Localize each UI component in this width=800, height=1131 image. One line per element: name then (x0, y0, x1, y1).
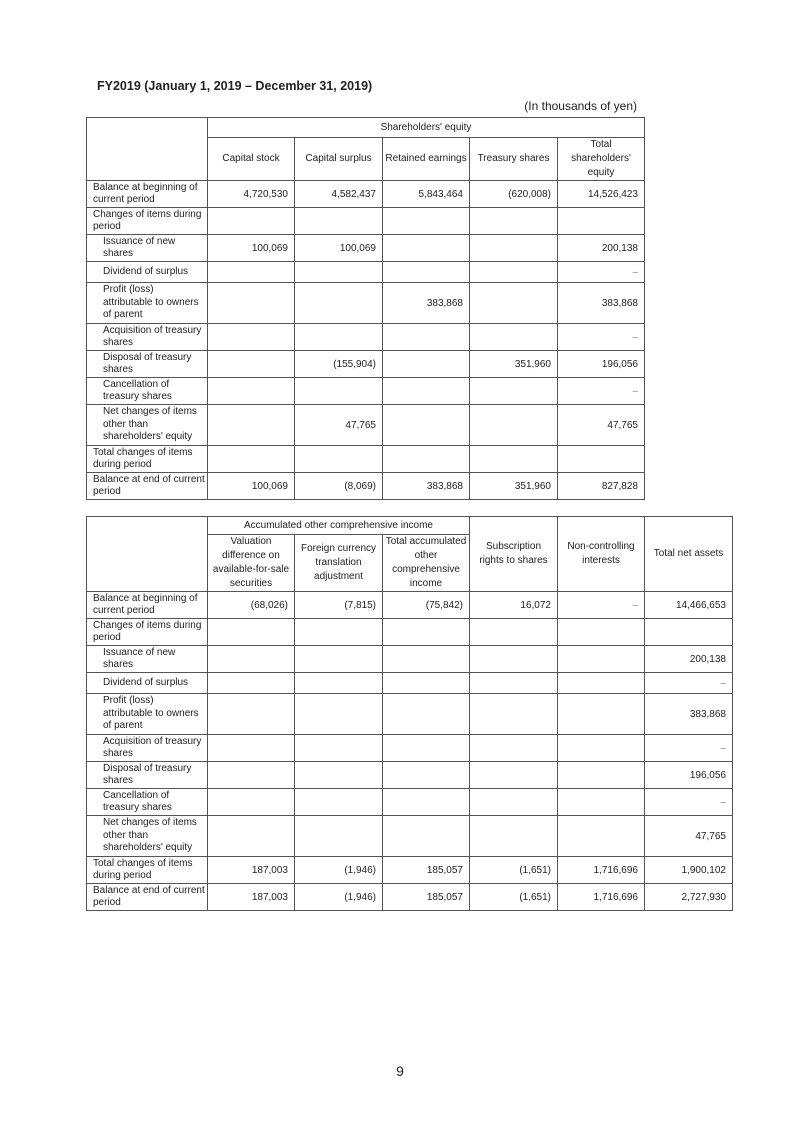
row-label: Dividend of surplus (87, 262, 208, 283)
table-cell (470, 378, 558, 405)
table-cell (383, 235, 470, 262)
table-cell: 196,056 (558, 351, 645, 378)
column-header: Total accumulated other comprehensive income (383, 535, 470, 592)
table-cell (470, 283, 558, 324)
row-label: Net changes of items other than shareholders' equity (87, 816, 208, 857)
table-row (87, 324, 645, 351)
table-cell (558, 208, 645, 235)
table-cell (383, 208, 470, 235)
table-cell (470, 405, 558, 446)
table-row (87, 351, 645, 378)
table-cell: 383,868 (383, 473, 470, 500)
row-label: Acquisition of treasury shares (87, 735, 208, 762)
table-cell: 2,727,930 (645, 884, 733, 911)
header-corner-cell (87, 517, 208, 592)
table-cell (558, 646, 645, 673)
table-cell: – (558, 592, 645, 619)
table-cell (295, 262, 383, 283)
row-label: Cancellation of treasury shares (87, 789, 208, 816)
table-cell: (155,904) (295, 351, 383, 378)
table-cell (383, 646, 470, 673)
table-cell (295, 283, 383, 324)
table-cell (470, 646, 558, 673)
table-cell (383, 324, 470, 351)
table-cell: 5,843,464 (383, 181, 470, 208)
table-cell (295, 378, 383, 405)
group-header: Shareholders' equity (208, 118, 645, 138)
table-cell (208, 324, 295, 351)
table-cell (383, 673, 470, 694)
header-corner-cell (87, 118, 208, 181)
table-cell (208, 619, 295, 646)
table-row (87, 789, 733, 816)
row-label: Profit (loss) attributable to owners of parent (87, 283, 208, 324)
table-cell: 100,069 (208, 473, 295, 500)
table-cell (558, 446, 645, 473)
table-cell (383, 762, 470, 789)
table-cell (470, 262, 558, 283)
column-header: Valuation difference on available-for-sale securities (208, 535, 295, 592)
table-cell (470, 235, 558, 262)
statement-title: FY2019 (January 1, 2019 – December 31, 2019) (97, 79, 373, 93)
table-cell: (7,815) (295, 592, 383, 619)
table-row (87, 208, 645, 235)
table-cell: 1,900,102 (645, 857, 733, 884)
table-row (87, 884, 733, 911)
row-label: Net changes of items other than shareholders' equity (87, 405, 208, 446)
table-cell (383, 735, 470, 762)
table-cell: 200,138 (645, 646, 733, 673)
table-cell (383, 789, 470, 816)
table-cell: (1,946) (295, 857, 383, 884)
table-row (87, 694, 733, 735)
column-header: Retained earnings (383, 138, 470, 181)
unit-note: (In thousands of yen) (524, 99, 637, 113)
table-row (87, 473, 645, 500)
table-cell: (8,069) (295, 473, 383, 500)
table-cell: 47,765 (558, 405, 645, 446)
table-cell (470, 735, 558, 762)
table-cell (295, 646, 383, 673)
table-row (87, 619, 733, 646)
table-cell (295, 673, 383, 694)
table-row (87, 283, 645, 324)
table-cell (208, 735, 295, 762)
table-cell: 14,466,653 (645, 592, 733, 619)
table-cell (208, 816, 295, 857)
table-cell: 827,828 (558, 473, 645, 500)
shareholders-equity-table (86, 117, 645, 500)
table-cell: 14,526,423 (558, 181, 645, 208)
table-cell (208, 646, 295, 673)
table-cell: 185,057 (383, 884, 470, 911)
row-label: Balance at beginning of current period (87, 592, 208, 619)
table-row (87, 446, 645, 473)
table-cell: – (645, 789, 733, 816)
group-header: Accumulated other comprehensive income (208, 517, 470, 535)
table-cell (470, 208, 558, 235)
row-label: Cancellation of treasury shares (87, 378, 208, 405)
table-cell (208, 446, 295, 473)
table-row (87, 235, 645, 262)
column-header: Capital stock (208, 138, 295, 181)
table-cell: 351,960 (470, 351, 558, 378)
table-cell: 351,960 (470, 473, 558, 500)
table-cell: 100,069 (295, 235, 383, 262)
column-header: Non-controlling interests (558, 517, 645, 592)
table-cell: (620,008) (470, 181, 558, 208)
table-cell: 4,720,530 (208, 181, 295, 208)
table-cell (558, 735, 645, 762)
table-row (87, 378, 645, 405)
table-cell (645, 619, 733, 646)
table-cell (208, 283, 295, 324)
row-label: Balance at end of current period (87, 884, 208, 911)
table-cell (558, 673, 645, 694)
table-cell (208, 762, 295, 789)
table-row (87, 816, 733, 857)
table-row (87, 262, 645, 283)
other-comprehensive-income-table (86, 516, 733, 911)
table-row (87, 646, 733, 673)
table-cell: (75,842) (383, 592, 470, 619)
table-cell (295, 694, 383, 735)
table-cell: 200,138 (558, 235, 645, 262)
group-header-row (87, 118, 645, 138)
table-cell (295, 208, 383, 235)
table-cell: – (558, 324, 645, 351)
table-cell: 100,069 (208, 235, 295, 262)
table-cell: 187,003 (208, 884, 295, 911)
table-cell: 47,765 (295, 405, 383, 446)
table-cell: 196,056 (645, 762, 733, 789)
table-cell: 16,072 (470, 592, 558, 619)
row-label: Changes of items during period (87, 208, 208, 235)
table-row (87, 673, 733, 694)
table-cell (208, 262, 295, 283)
table-cell (470, 446, 558, 473)
row-label: Dividend of surplus (87, 673, 208, 694)
table-cell: 1,716,696 (558, 884, 645, 911)
table-cell (208, 673, 295, 694)
table-cell (470, 762, 558, 789)
table-cell (558, 694, 645, 735)
column-header: Subscription rights to shares (470, 517, 558, 592)
row-label: Balance at end of current period (87, 473, 208, 500)
table-cell: 4,582,437 (295, 181, 383, 208)
table-cell (208, 694, 295, 735)
table-cell: (1,651) (470, 884, 558, 911)
table-cell (558, 619, 645, 646)
row-label: Disposal of treasury shares (87, 351, 208, 378)
table-row (87, 181, 645, 208)
table-cell (208, 378, 295, 405)
table-row (87, 762, 733, 789)
table-row (87, 592, 733, 619)
row-label: Total changes of items during period (87, 446, 208, 473)
table-cell (295, 324, 383, 351)
table-cell: 187,003 (208, 857, 295, 884)
group-header-row (87, 517, 733, 535)
column-header: Treasury shares (470, 138, 558, 181)
table-cell (558, 789, 645, 816)
table-cell (208, 789, 295, 816)
table-cell (208, 208, 295, 235)
page-number: 9 (396, 1063, 404, 1079)
table-cell: 185,057 (383, 857, 470, 884)
table-cell (295, 789, 383, 816)
row-label: Balance at beginning of current period (87, 181, 208, 208)
table-cell (295, 619, 383, 646)
table-cell (383, 405, 470, 446)
table-cell (383, 262, 470, 283)
column-header: Total net assets (645, 517, 733, 592)
table-cell (470, 619, 558, 646)
table-cell: (1,651) (470, 857, 558, 884)
table-cell (295, 735, 383, 762)
table-cell (470, 816, 558, 857)
table-cell (470, 789, 558, 816)
row-label: Disposal of treasury shares (87, 762, 208, 789)
table-cell: 383,868 (383, 283, 470, 324)
table-cell (383, 619, 470, 646)
table-cell (383, 351, 470, 378)
table-cell (383, 446, 470, 473)
row-label: Total changes of items during period (87, 857, 208, 884)
column-header: Capital surplus (295, 138, 383, 181)
table-cell (383, 816, 470, 857)
table-row (87, 857, 733, 884)
table-cell (295, 762, 383, 789)
table-cell: 383,868 (558, 283, 645, 324)
table-cell: (68,026) (208, 592, 295, 619)
table-cell (558, 816, 645, 857)
table-cell (470, 324, 558, 351)
table-cell (295, 816, 383, 857)
row-label: Profit (loss) attributable to owners of parent (87, 694, 208, 735)
column-header: Total shareholders' equity (558, 138, 645, 181)
row-label: Issuance of new shares (87, 235, 208, 262)
row-label: Changes of items during period (87, 619, 208, 646)
row-label: Acquisition of treasury shares (87, 324, 208, 351)
table-cell: (1,946) (295, 884, 383, 911)
table-cell (383, 694, 470, 735)
table-cell: – (558, 262, 645, 283)
row-label: Issuance of new shares (87, 646, 208, 673)
table-cell: 383,868 (645, 694, 733, 735)
table-cell: – (645, 673, 733, 694)
table-cell: – (558, 378, 645, 405)
column-header: Foreign currency translation adjustment (295, 535, 383, 592)
table-cell: – (645, 735, 733, 762)
table-cell (295, 446, 383, 473)
table-row (87, 405, 645, 446)
table-cell: 1,716,696 (558, 857, 645, 884)
table-cell (208, 351, 295, 378)
table-cell (470, 673, 558, 694)
table-row (87, 735, 733, 762)
table-cell (383, 378, 470, 405)
table-cell (208, 405, 295, 446)
table-cell: 47,765 (645, 816, 733, 857)
table-cell (558, 762, 645, 789)
table-cell (470, 694, 558, 735)
